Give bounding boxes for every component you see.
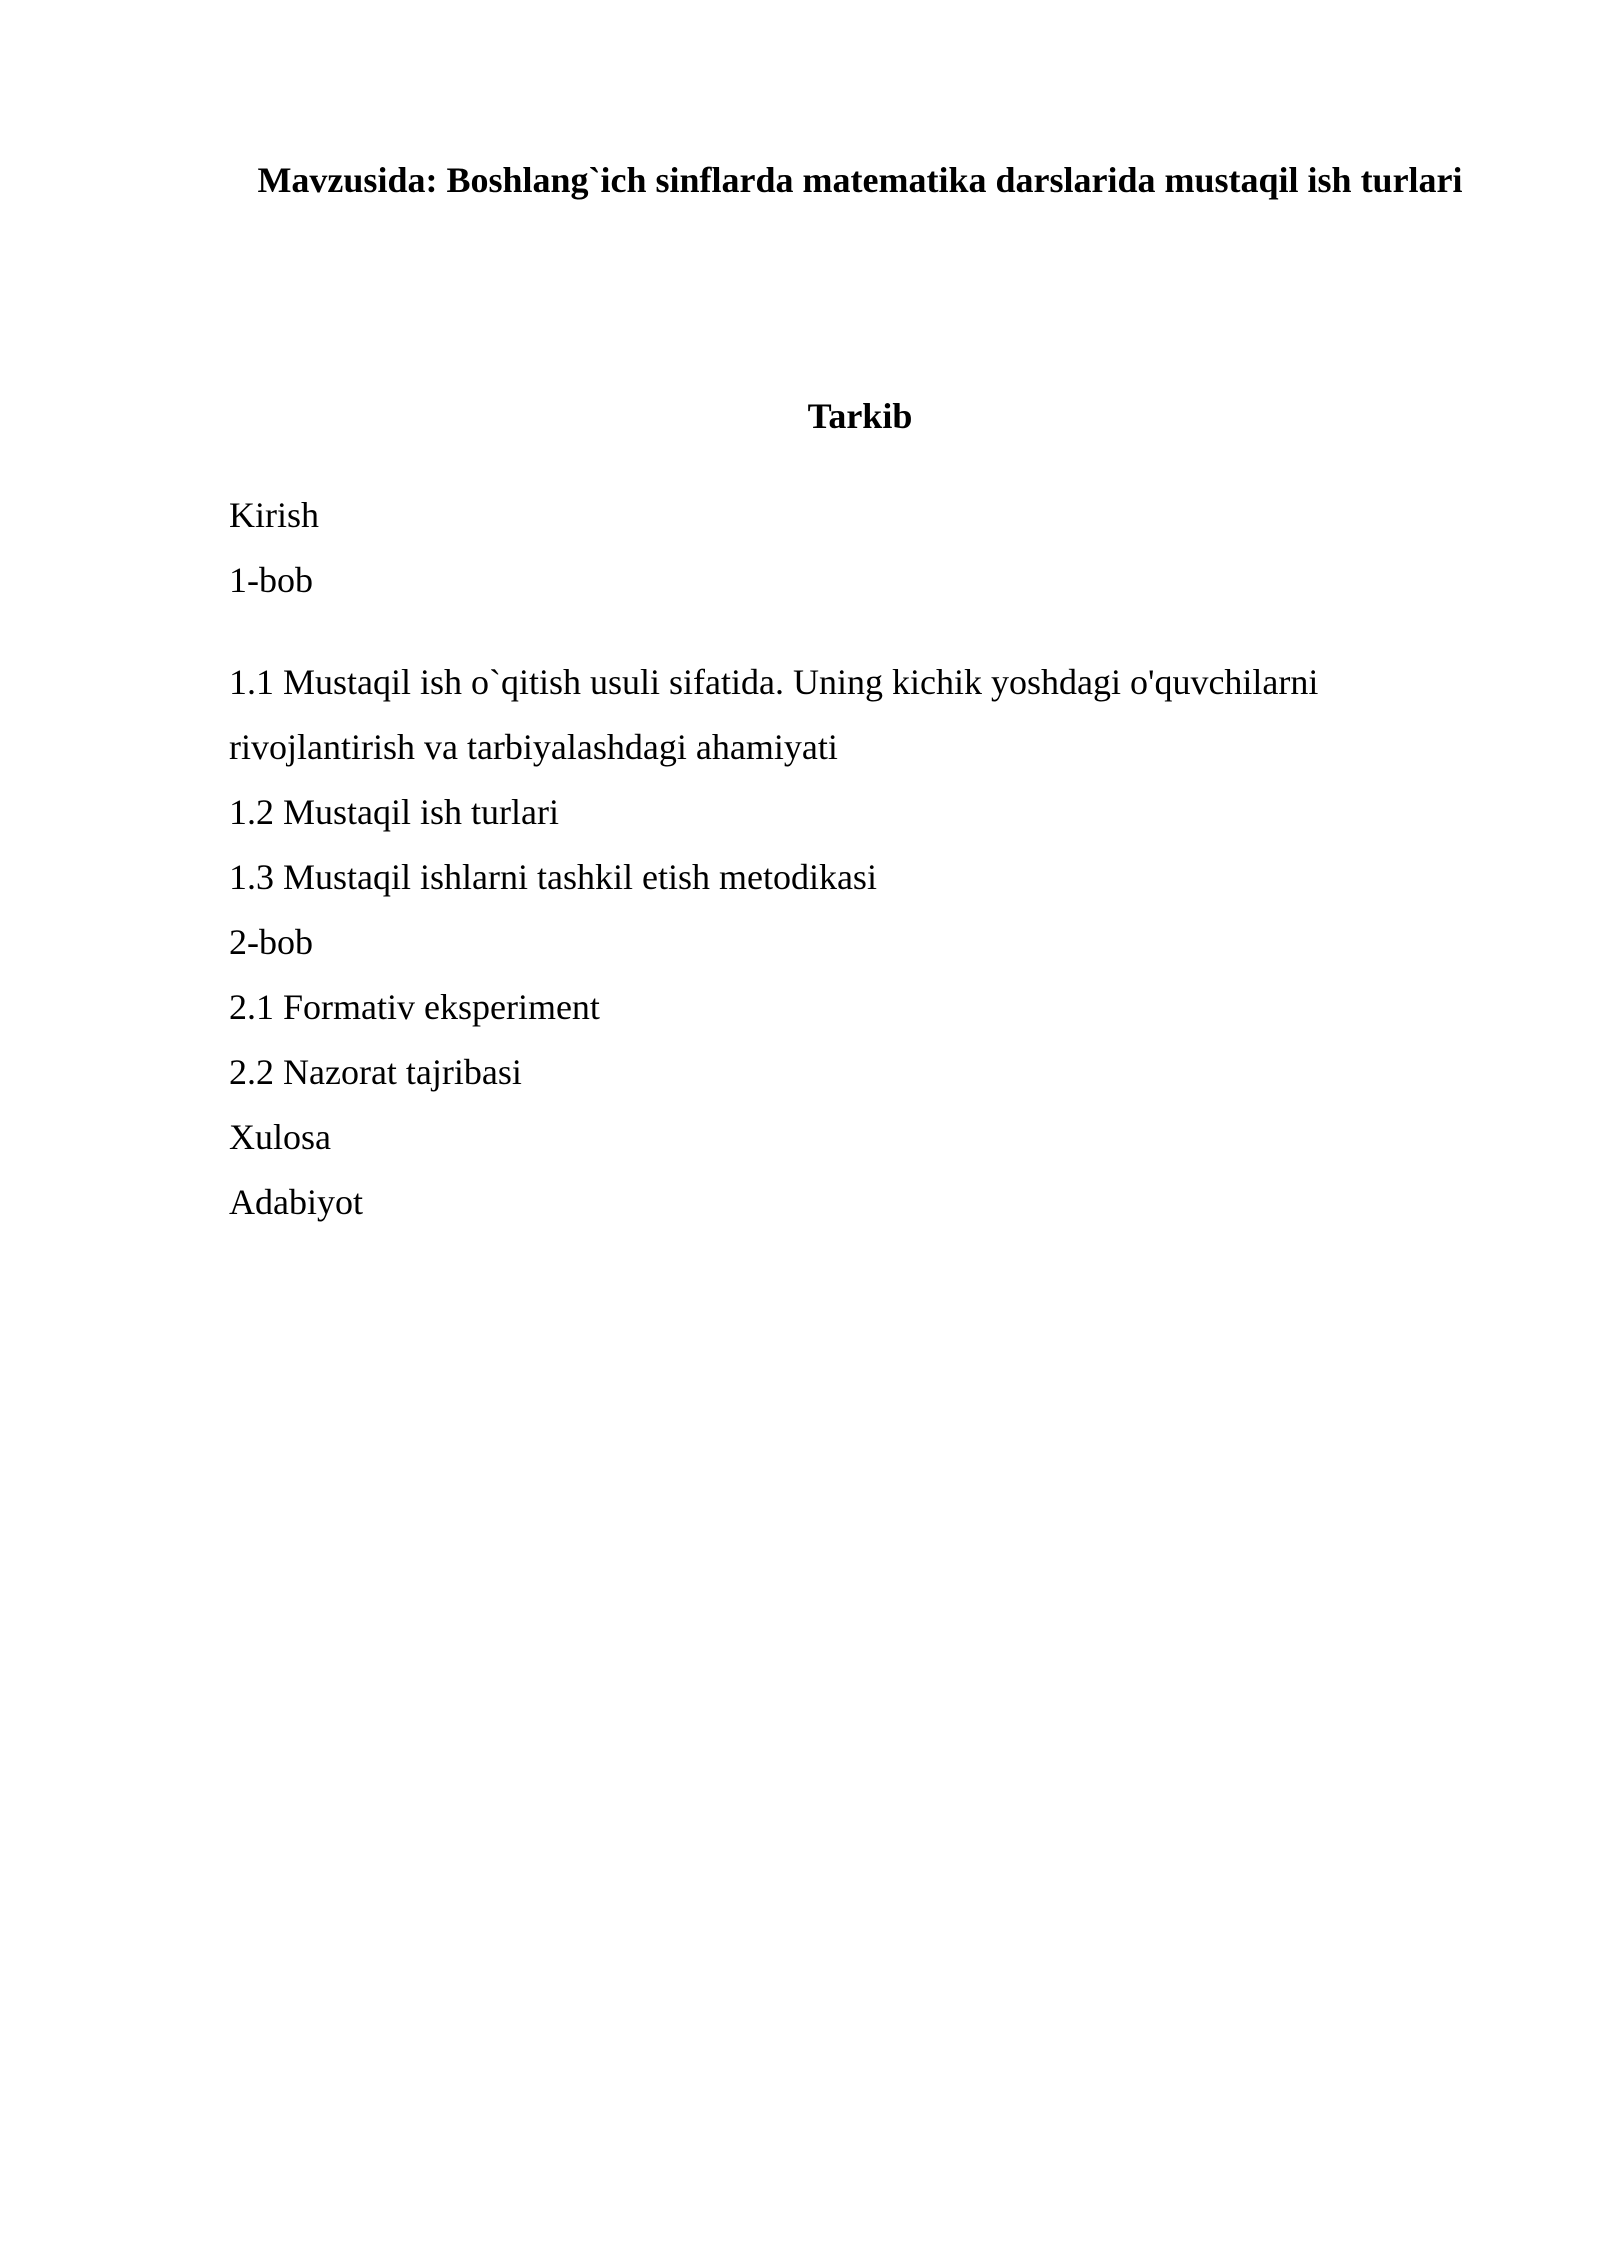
toc-heading: Tarkib xyxy=(807,396,913,436)
toc-item-1-2: 1.2 Mustaqil ish turlari xyxy=(229,792,559,832)
toc-item-references: Adabiyot xyxy=(229,1182,363,1222)
toc-item-conclusion: Xulosa xyxy=(229,1117,331,1157)
toc-item-1-1-continued: rivojlantirish va tarbiyalashdagi ahamiyati xyxy=(229,727,838,767)
toc-item-introduction: Kirish xyxy=(229,495,319,535)
toc-item-2-1: 2.1 Formativ eksperiment xyxy=(229,987,600,1027)
toc-item-chapter-1: 1-bob xyxy=(229,560,313,600)
toc-item-2-2: 2.2 Nazorat tajribasi xyxy=(229,1052,522,1092)
toc-item-chapter-2: 2-bob xyxy=(229,922,313,962)
toc-item-1-3: 1.3 Mustaqil ishlarni tashkil etish metodikasi xyxy=(229,857,877,897)
document-title: Mavzusida: Boshlang`ich sinflarda matematika darslarida mustaqil ish turlari xyxy=(257,160,1463,200)
toc-item-1-1: 1.1 Mustaqil ish o`qitish usuli sifatida. Uning kichik yoshdagi o'quvchilarni xyxy=(229,662,1319,702)
